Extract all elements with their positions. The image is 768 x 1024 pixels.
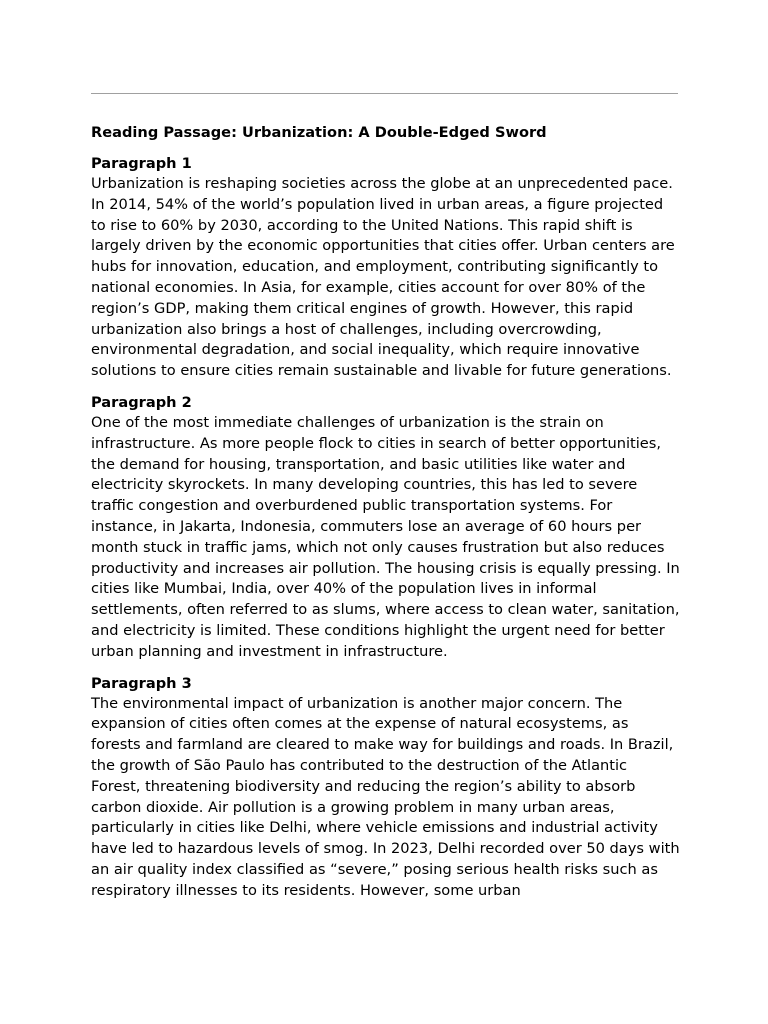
paragraph-text: Urbanization is reshaping societies across the globe at an unprecedented pace. In 2014, 54% of the world’s population lived in urban areas, a figure projected to rise to 60% by 2030, according to the United Nations. This rapid shift is largely driven by the economic opportunities that cities offer. Urban centers are hubs for innovation, education, and employment, contributing significantly to national economies. In Asia, for example, cities account for over 80% of the region’s GDP, making them critical engines of growth. However, this rapid urbanization also brings a host of challenges, including overcrowding, environmental degradation, and social inequality, which require innovative solutions to ensure cities remain sustainable and livable for future generations.: [91, 175, 675, 380]
paragraph-section-1: [91, 153, 681, 382]
paragraph-heading: Paragraph 2: [91, 393, 192, 411]
passage-title: Reading Passage: Urbanization: A Double-Edged Sword: [91, 124, 547, 141]
paragraph-text: The environmental impact of urbanization is another major concern. The expansion of cities often comes at the expense of natural ecosystems, as forests and farmland are cleared to make way for buildings and roads. In Brazil, the growth of São Paulo has contributed to the destruction of the Atlantic Forest, threatening biodiversity and reducing the region’s ability to absorb carbon dioxide. Air pollution is a growing problem in many urban areas, particularly in cities like Delhi, where vehicle emissions and industrial activity have led to hazardous levels of smog. In 2023, Delhi recorded over 50 days with an air quality index classified as “severe,” posing serious health risks such as respiratory illnesses to its residents. However, some urban: [91, 694, 680, 899]
paragraph-heading: Paragraph 3: [91, 674, 192, 692]
horizontal-rule: [91, 93, 678, 94]
paragraph-section-2: [91, 392, 681, 663]
paragraph-section-3: [91, 673, 681, 902]
paragraph-heading: Paragraph 1: [91, 155, 192, 172]
paragraph-text: One of the most immediate challenges of urbanization is the strain on infrastructure. As more people flock to cities in search of better opportunities, the demand for housing, transportation, and basic utilities like water and electricity skyrockets. In many developing countries, this has led to severe traffic congestion and overburdened public transportation systems. For instance, in Jakarta, Indonesia, commuters lose an average of 60 hours per month stuck in traffic jams, which not only causes frustration but also reduces productivity and increases air pollution. The housing crisis is equally pressing. In cities like Mumbai, India, over 40% of the population lives in informal settlements, often referred to as slums, where access to clean water, sanitation, and electricity is limited. These conditions highlight the urgent need for better urban planning and investment in infrastructure.: [91, 413, 680, 660]
reading-passage: [91, 122, 681, 912]
